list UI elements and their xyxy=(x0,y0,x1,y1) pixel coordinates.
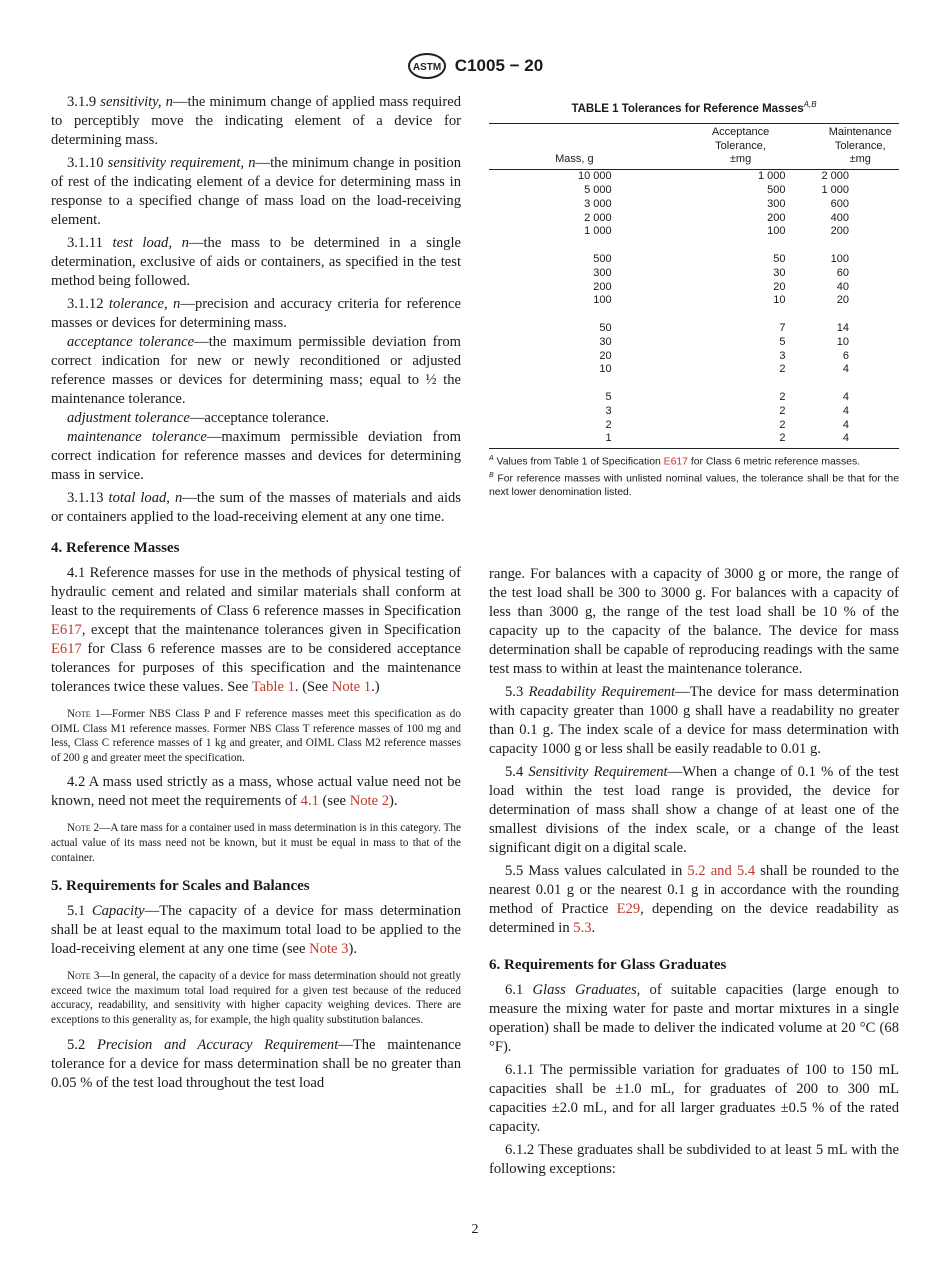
definition-3-1-13: 3.1.13 total load, n—the sum of the masses of materials and aids or containers applied to the load-receiving element at any one time. xyxy=(51,490,461,525)
page-number: 2 xyxy=(471,1222,479,1237)
table-row xyxy=(489,294,899,308)
table-cell: 20 xyxy=(836,294,849,307)
table-cell: 6 xyxy=(842,349,849,362)
table-cell: 300 xyxy=(593,266,612,279)
table-cell: 10 xyxy=(773,294,786,307)
definition-3-1-11: 3.1.11 test load, n—the mass to be determined in a single determination, exclusive of aids or containers, as specified in the test method being followed. xyxy=(51,235,462,289)
table-cell: 5 000 xyxy=(584,184,612,197)
table-cell: 60 xyxy=(836,266,849,279)
table-cell: 600 xyxy=(830,197,849,210)
paragraph-5-4: 5.4 Sensitivity Requirement—When a change of 0.1 % of the test load within the test load range is provided, the device for determination of mass shall show a change of at least one of the smallest divisions of the index scale, or a change of the least significant digit on a digital scale. xyxy=(489,764,899,857)
table-cell: 20 xyxy=(773,280,786,293)
table-cell: 2 xyxy=(779,418,786,431)
table-row xyxy=(489,184,899,198)
table-cell: 4 xyxy=(821,432,899,448)
table-row xyxy=(489,405,899,419)
table-cell: 100 xyxy=(767,225,786,238)
table-cell: 3 xyxy=(605,404,612,417)
table-cell: 3 000 xyxy=(584,197,612,210)
section-5-heading: 5. Requirements for Scales and Balances xyxy=(51,878,310,895)
table-cell: 2 xyxy=(660,432,822,448)
table-cell: 1 xyxy=(489,432,660,448)
document-id: C1005 − 20 xyxy=(454,56,544,75)
table-cell: 4 xyxy=(842,418,849,431)
link-4-1[interactable]: 4.1 xyxy=(300,793,319,810)
table-cell: 30 xyxy=(599,335,612,348)
tolerance-table xyxy=(489,123,899,449)
link-e617[interactable]: E617 xyxy=(51,641,82,657)
paragraph-5-1: 5.1 Capacity—The capacity of a device for mass determination shall be at least equal to the maximum total load to be applied to the load-receiving element at any one time (see Note 3). xyxy=(51,903,461,958)
table-title: TABLE 1 Tolerances for Reference Masses$^{A,B}$ xyxy=(571,100,817,115)
table-row xyxy=(489,170,899,184)
table-cell: 4 xyxy=(842,404,849,417)
table-cell: 200 xyxy=(830,225,849,238)
paragraph-4-2: 4.2 A mass used strictly as a mass, whose actual value need not be known, need not meet the requirements of 4.1 (see Note 2). xyxy=(51,774,461,810)
table-cell: 14 xyxy=(836,321,849,334)
table-cell: 2 xyxy=(779,390,786,403)
table-cell: 1 000 xyxy=(584,225,612,238)
definition-3-1-12: 3.1.12 tolerance, n—precision and accuracy criteria for reference masses or devices for determining mass. xyxy=(51,296,461,331)
definition-maintenance-tolerance: maintenance tolerance—maximum permissible deviation from correct indication for reference masses and devices for determining mass in service. xyxy=(51,429,461,483)
table-body xyxy=(489,170,899,449)
paragraph-6-1-2: 6.1.2 These graduates shall be subdivided to at least 5 mL with the following exceptions: xyxy=(489,1142,899,1178)
table-cell: 40 xyxy=(836,280,849,293)
table-row xyxy=(489,225,899,239)
note-2: Note 2—A tare mass for a container used in mass determination is in this category. The actual value of its mass need not be known, but it must be equal in mass to that of the container. xyxy=(51,822,461,864)
table-row xyxy=(489,432,899,448)
page-header xyxy=(0,52,950,80)
table-row xyxy=(489,239,899,267)
link-e29[interactable]: E29 xyxy=(616,901,641,918)
link-note-2[interactable]: Note 2 xyxy=(349,793,390,810)
link-5-3[interactable]: 5.3 xyxy=(573,920,592,937)
table-cell: 50 xyxy=(599,321,612,334)
table-1 xyxy=(489,95,899,499)
table-cell: 50 xyxy=(773,253,786,265)
table-row xyxy=(489,281,899,295)
table-cell: 1 000 xyxy=(821,184,849,197)
link-5-2-and-5-4[interactable]: 5.2 and 5.4 xyxy=(687,863,756,880)
link-note-3[interactable]: Note 3 xyxy=(309,941,349,958)
table-cell: 400 xyxy=(830,211,849,224)
col-mass-header: Mass, g xyxy=(489,123,660,169)
paragraph-5-2-continued: range. For balances with a capacity of 3000 g or more, the range of the test load shall be 300 to 3000 g. For balances with a capacity of less than 3000 g, the range of the test load shall be 10 % of the capacity up to the capacity of the balance. The device for mass determination shall be capable of reproducing readings with the same test mass to within at least the maintenance tolerance. xyxy=(489,566,899,678)
table-header-row xyxy=(489,123,899,169)
table-footnote-a: $^A$ Values from Table 1 of Specification E617 for Class 6 metric reference masses. xyxy=(489,455,861,468)
svg-text:ASTM: ASTM xyxy=(412,62,441,73)
table-row xyxy=(489,267,899,281)
left-column xyxy=(51,93,461,1097)
link-note-1[interactable]: Note 1 xyxy=(331,679,372,695)
table-cell: 2 xyxy=(779,363,786,376)
table-row xyxy=(489,212,899,226)
table-cell: 4 xyxy=(842,363,849,376)
definition-adjustment-tolerance: adjustment tolerance—acceptance tolerance. xyxy=(67,410,330,426)
table-cell: 20 xyxy=(599,349,612,362)
col-acceptance-header: Acceptance Tolerance, ±mg xyxy=(660,123,822,169)
table-cell: 5 xyxy=(779,335,786,348)
definition-3-1-10: 3.1.10 sensitivity requirement, n—the minimum change in position of rest of the indicating element of a device for determining mass in response to a specified change of mass load on the load-receiving element. xyxy=(51,155,461,228)
table-cell: 4 xyxy=(842,390,849,403)
paragraph-5-3: 5.3 Readability Requirement—The device for mass determination with capacity greater than 1000 g shall have a readability no greater than 0.1 g. The index scale of a device for mass determination with capacity 1000 g or less shall be easily readable to 0.01 g. xyxy=(489,684,899,758)
table-cell: 100 xyxy=(593,294,612,307)
table-cell: 200 xyxy=(767,211,786,224)
table-cell: 2 000 xyxy=(821,170,849,183)
table-cell: 30 xyxy=(773,266,786,279)
table-row xyxy=(489,308,899,336)
table-cell: 500 xyxy=(593,253,612,265)
table-cell: 10 xyxy=(836,335,849,348)
table-cell: 3 xyxy=(779,349,786,362)
table-cell: 7 xyxy=(779,321,786,334)
table-cell: 100 xyxy=(830,253,849,265)
right-column xyxy=(489,93,899,1183)
table-cell: 10 000 xyxy=(577,170,612,183)
definition-acceptance-tolerance: acceptance tolerance—the maximum permissible deviation from correct indication for new or newly reconditioned or adjusted reference masses or devices for determining mass; equal to ½ the maintenance tolerance. xyxy=(51,334,462,407)
table-row xyxy=(489,419,899,433)
definition-3-1-9: 3.1.9 sensitivity, n—the minimum change of applied mass required to perceptibly move the indicating element of a device for determining mass. xyxy=(51,94,461,148)
table-cell: 2 xyxy=(779,404,786,417)
paragraph-5-5: 5.5 Mass values calculated in 5.2 and 5.4 shall be rounded to the nearest 0.01 g or the nearest 0.1 g in accordance with the rounding method of Practice E29, depending on the device readability as determined in 5.3. xyxy=(489,863,899,937)
link-e617[interactable]: E617 xyxy=(663,456,688,468)
table-cell: 2 000 xyxy=(584,211,612,224)
note-1: Note 1—Former NBS Class P and F reference masses meet this specification as do OIML Class M1 reference masses. Former NBS Class T reference masses of 100 mg and less, Class C reference masses of 1 kg and greater, and OIML Class M2 reference masses of 200 g and greater meet the specification. xyxy=(51,708,461,764)
table-cell: 10 xyxy=(599,363,612,376)
table-cell: 5 xyxy=(605,390,612,403)
paragraph-5-2: 5.2 Precision and Accuracy Requirement—The maintenance tolerance for a device for mass determination shall be no greater than 0.05 % of the test load throughout the test load xyxy=(51,1036,461,1091)
section-6-heading: 6. Requirements for Glass Graduates xyxy=(489,957,727,974)
table-row xyxy=(489,377,899,405)
table-cell: 1 000 xyxy=(757,170,786,183)
section-4-heading: 4. Reference Masses xyxy=(51,540,180,556)
table-row xyxy=(489,350,899,364)
link-e617[interactable]: E617 xyxy=(51,622,82,638)
table-cell: 2 xyxy=(605,418,612,431)
paragraph-4-1: 4.1 Reference masses for use in the methods of physical testing of hydraulic cement and related and similar materials shall conform at least to the requirements of Class 6 reference masses in Specification E617, except that the maintenance tolerances given in Specification E617 for Class 6 reference masses are to be considered acceptance tolerances for purposes of this specification and the maintenance tolerances twice these values. See Table 1. (See Note 1.) xyxy=(51,565,461,695)
table-row xyxy=(489,363,899,377)
link-table-1[interactable]: Table 1 xyxy=(251,679,295,695)
table-footnote-b: $^B$ For reference masses with unlisted nominal values, the tolerance shall be that for the next lower denomination listed. xyxy=(489,472,899,498)
paragraph-6-1: 6.1 Glass Graduates, of suitable capacities (large enough to measure the mixing water for paste and mortar mixtures in a single operation) shall be made to deliver the indicated volume at 20 °C (68 °F). xyxy=(489,982,899,1056)
table-cell: 500 xyxy=(767,184,786,197)
note-3: Note 3—In general, the capacity of a device for mass determination should not greatly exceed twice the maximum total load required for a given test because of the reduced accuracy, readability, and sensitivity with higher capacity weighing devices. There are exceptions to this generality as, for example, the high quality substitution balances. xyxy=(51,970,461,1026)
table-row xyxy=(489,198,899,212)
table-row xyxy=(489,336,899,350)
table-cell: 300 xyxy=(767,197,786,210)
paragraph-6-1-1: 6.1.1 The permissible variation for graduates of 100 to 150 mL capacities shall be ±1.0 mL, for graduates of 200 to 300 mL capacities ±2.0 mL, and for all larger graduates ±0.5 % of the rated capacity. xyxy=(489,1062,899,1136)
table-cell: 200 xyxy=(593,280,612,293)
col-maintenance-header: Maintenance Tolerance, ±mg xyxy=(821,123,899,169)
astm-logo-icon xyxy=(407,52,447,80)
